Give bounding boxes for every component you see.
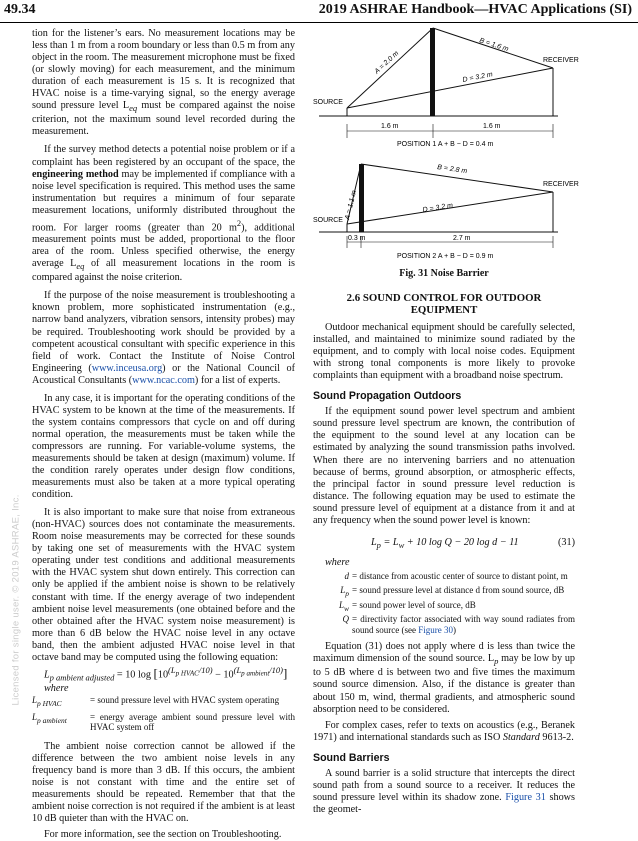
label-D2: D = 3.2 m	[422, 202, 454, 214]
dist-1b: 1.6 m	[483, 123, 501, 130]
position-1-caption: POSITION 1 A + B − D = 0.4 m	[397, 141, 494, 148]
paragraph: Equation (31) does not apply where d is less than twice the maximum dimension of the sound source. $L_p$ may be low by up to 5 dB where d is between two and five times the maximum sound source dimension. Also, if the distance is greater than about 150 m, wind, thermal gradients, and atmospheric sound absorption need to be considered.	[313, 641, 576, 715]
equation-31: $L_p = L_w + 10$ log Q − 20 log d − 11 (31)	[371, 536, 575, 550]
label-A1: A = 2.0 m	[373, 49, 401, 76]
position-2-diagram	[313, 164, 579, 260]
label-B1: B = 1.6 m	[478, 37, 510, 54]
noise-barrier-figure	[313, 24, 579, 266]
definition: $L_w$ = sound power level of source, dB	[338, 599, 476, 613]
paragraph: For more information, see the section on Troubleshooting.	[44, 828, 282, 840]
inceusa-link[interactable]: www.inceusa.org	[91, 362, 163, 374]
paragraph: Outdoor mechanical equipment should be carefully selected, installed, and maintained to minimize sound radiated by the equipment, and to comply with local noise codes. Equipment with strong tonal components is more likely to provoke complaints than equipment with a broadband noise spectrum.	[313, 322, 575, 382]
heading-sound-barriers: Sound Barriers	[313, 751, 390, 764]
dist-2a: 0.3 m	[348, 235, 366, 242]
page-header	[0, 0, 638, 23]
paragraph: If the equipment sound power level spectrum and ambient sound pressure level spectrum are known, the contribution of the equipment to the sound level at any location can be estimated by analyzing the sound transmission paths involved. When there are no intervening barriers and no attenuation because of berms, ground absorption, or atmospheric effects, the principal factor in sound pressure level reduction is distance. The following equation may be used to estimate the sound pressure level of equipment at a distance from it and at any frequency when the sound power level is known:	[313, 406, 575, 526]
definition: $L_{p HVAC}$ = sound pressure level with HVAC system operating	[32, 695, 280, 709]
paragraph: In any case, it is important for the operating conditions of the HVAC system to be known at the time of the measurements. If the system contains compressors that cycle on and off during normal operation, the measurements must be taken while the compressors are running. For variable-volume systems, the measurements should be taken at design (maximum) volume. If the condition rarely operates under design flow conditions, measurements must also be taken at a more typical operating condition.	[32, 392, 295, 501]
paragraph: If the survey method detects a potential noise problem or if a complaint has been registered by an occupant of the space, the engineering method may be implemented if compliance with a noise level specification is required. This method uses the same instrumentation but requires a minimum of four separate measurement locations, uniformly distributed throughout the room. For larger rooms (greater than 20 $m^2$), additional measurement points must be added, proportional to the floor area of the room. Unless specified otherwise, the energy average $L_{eq}$ of all measurement locations in the room is compared against the noise criterion.	[32, 144, 295, 284]
paragraph: It is also important to make sure that noise from extraneous (non-HVAC) sources does not contaminate the measurements. Room noise measurements may be corrected for these sounds by taking one set of measurements with the HVAC system operating under test conditions and additional measurements with the HVAC system shut down entirely. This correction can only be applied if the ambient noise is shown to be relatively constant with time. If the energy average of two independent ambient noise level measurements (one obtained before and the other obtained after the HVAC system noise measurement) is more than 6 dB below the HVAC noise level in any octave band, then the ambient adjusted HVAC noise level in that octave band may be computed using the following equation:	[32, 507, 295, 663]
definition: Q = directivity factor associated with way sound radiates from sound source (see Figure 30)	[342, 614, 575, 635]
barrier-2	[359, 164, 364, 232]
page-number: 49.34	[4, 2, 36, 17]
label-D1: D = 3.2 m	[462, 71, 494, 84]
source-label-2: SOURCE	[313, 217, 343, 224]
definition: $L_{p ambient}$ = energy average ambient sound pressure level with HVAC system off	[32, 711, 295, 733]
source-label-1: SOURCE	[313, 99, 343, 106]
dist-2b: 2.7 m	[453, 235, 471, 242]
paragraph: The ambient noise correction cannot be allowed if the difference between the two ambient noise levels in any frequency band is more than 3 dB. If this occurs, the ambient noise is not constant with time and the entire set of measurements should be repeated. Remember that that the ambient noise correction is not required if the ambient is at least 10 dB quieter than with the HVAC on.	[32, 740, 295, 824]
dist-1a: 1.6 m	[381, 123, 399, 130]
left-column	[32, 28, 295, 841]
license-watermark: Licensed for single user. © 2019 ASHRAE, Inc.	[10, 494, 22, 706]
receiver-label-1: RECEIVER	[543, 57, 579, 64]
paragraph: If the purpose of the noise measurement is troubleshooting a known problem, more sophisticated instrumentation (e.g., narrow band analyzers, vibration sensors, intensity probes) may be required. Troubleshooting work should be provided by a competent acoustical consultant with specific experience in this field of work. Contact the Institute of Noise Control Engineering (www.inceusa.org) or the National Council of Acoustical Consultants (www.ncac.com) for a list of experts.	[32, 290, 295, 386]
heading-sound-propagation: Sound Propagation Outdoors	[313, 390, 462, 403]
definition: $L_p$ = sound pressure level at distance d from sound source, dB	[340, 585, 565, 599]
paragraph: A sound barrier is a solid structure that intercepts the direct sound path from a sound source to a receiver. It reduces the sound pressure level within its shadow zone. Figure 31 shows the geomet-	[313, 767, 575, 815]
running-title: 2019 ASHRAE Handbook—HVAC Applications (SI)	[318, 2, 632, 17]
paragraph: tion for the listener’s ears. No measurement locations may be less than 1 m from a room boundary or less than 0.5 m from any object in the room. The measurement microphone must be fixed (or slowly moving) for each measurement, and the minimum duration of each measurement is 15 s. It is recognized that HVAC noise is a time-varying signal, so the energy average sound pressure level $L_{eq}$ must be compared against the noise criterion, not the maximum sound level recorded during the measurement.	[32, 28, 295, 138]
figure-caption: Fig. 31 Noise Barrier	[399, 268, 489, 279]
label-A2: A = 1.1 m	[344, 189, 359, 221]
figure-31-link[interactable]: Figure 31	[505, 791, 546, 803]
where-label: where	[325, 556, 350, 568]
receiver-label-2: RECEIVER	[543, 181, 579, 188]
ambient-equation: $L_{p ambient adjusted} = 10$ $\log [10^{(L_{p HVAC}/10)} - 10^{(L_{p ambient}/10)}]$	[44, 664, 288, 683]
position-1-diagram	[313, 28, 579, 148]
label-B2: B = 2.8 m	[436, 164, 468, 176]
barrier-1	[430, 28, 435, 116]
right-column	[313, 24, 579, 816]
definition: d = distance from acoustic center of source to distant point, m	[344, 570, 568, 581]
paragraph: For complex cases, refer to texts on acoustics (e.g., Beranek 1971) and international standards such as ISO Standard 9613-2.	[313, 719, 575, 743]
position-2-caption: POSITION 2 A + B − D = 0.9 m	[397, 253, 494, 260]
section-title: 2.6 SOUND CONTROL FOR OUTDOOR EQUIPMENT	[346, 292, 542, 317]
where-label: where	[44, 683, 69, 695]
figure-30-link[interactable]: Figure 30	[418, 624, 453, 635]
ncac-link[interactable]: www.ncac.com	[132, 374, 195, 386]
